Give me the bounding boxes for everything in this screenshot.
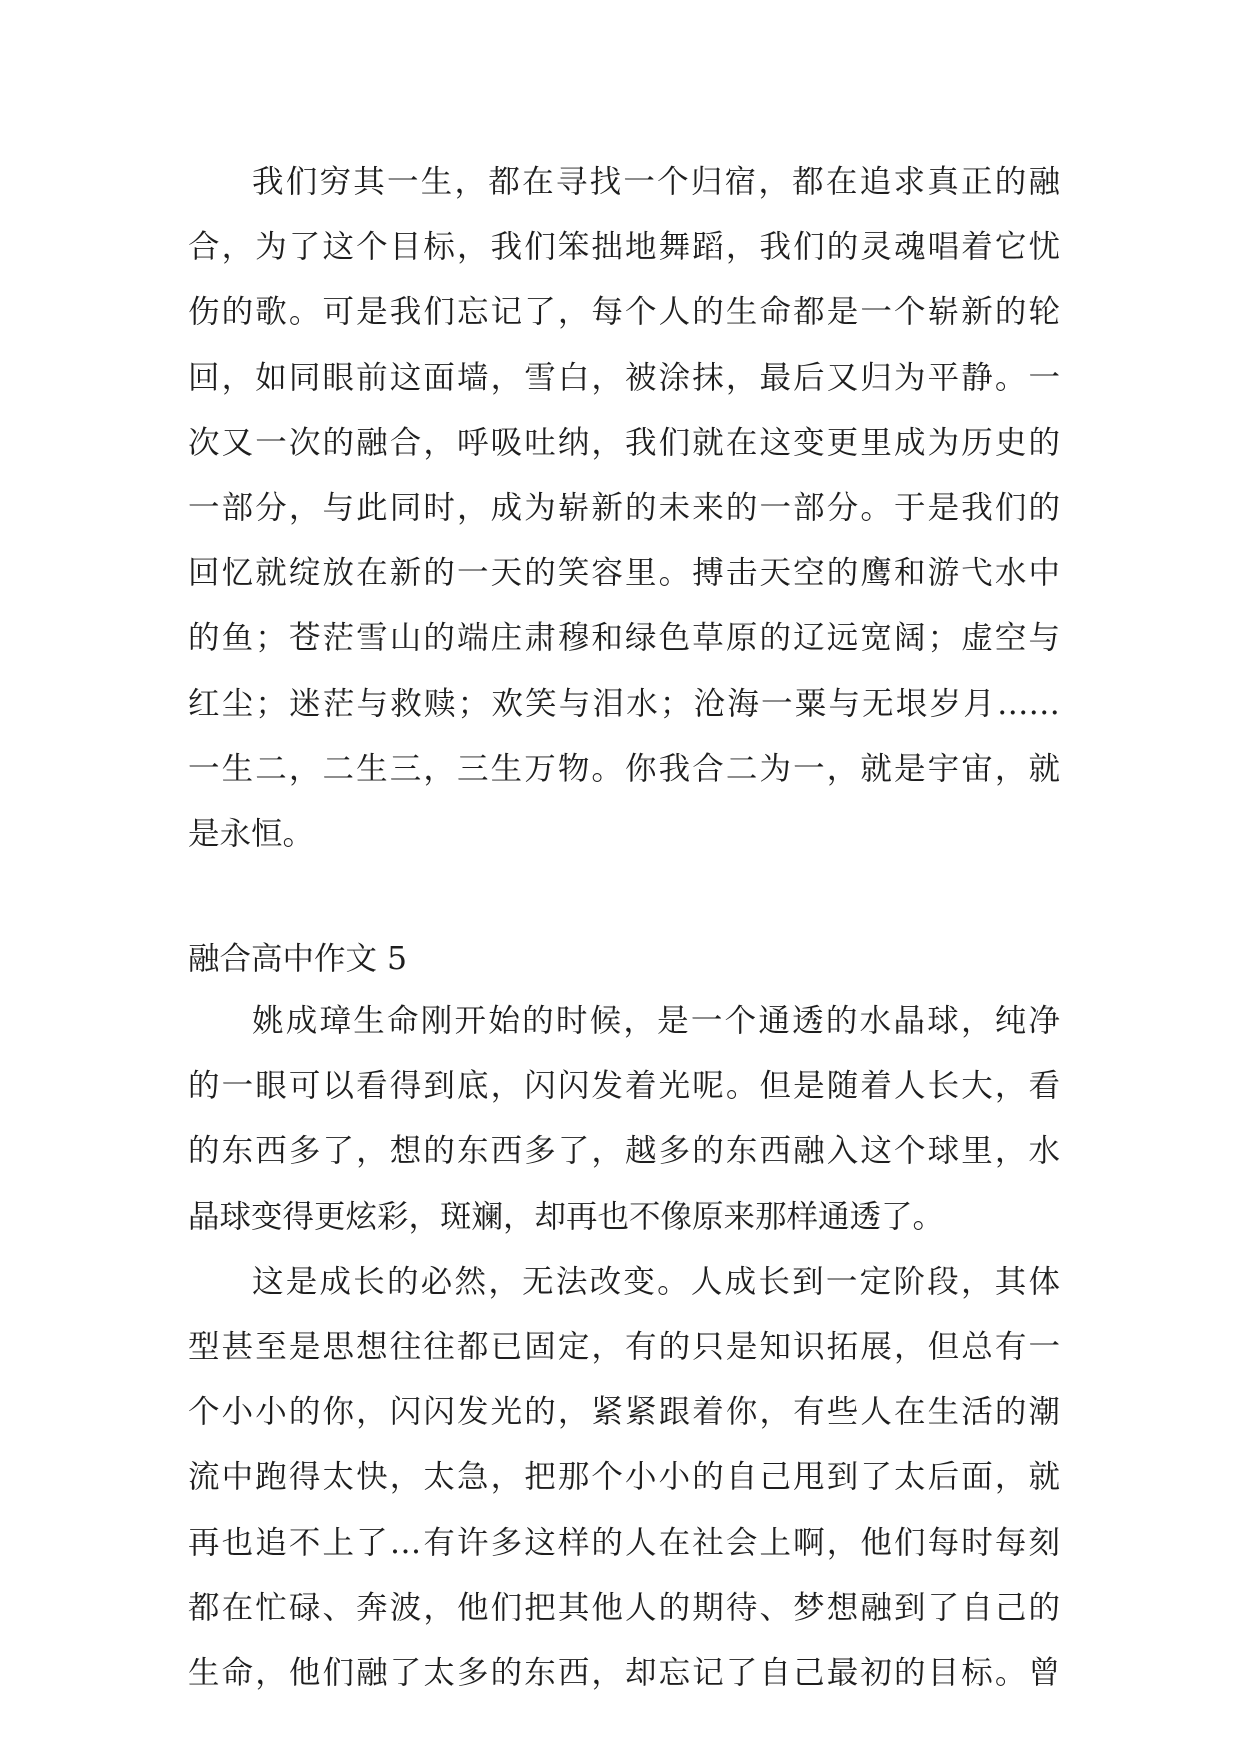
- text-line: 的一眼可以看得到底，闪闪发着光呢。但是随着人长大，看: [188, 1068, 1060, 1105]
- text-line: 合，为了这个目标，我们笨拙地舞蹈，我们的灵魂唱着它忧: [188, 229, 1060, 266]
- text-line: 回忆就绽放在新的一天的笑容里。搏击天空的鹰和游弋水中: [188, 555, 1060, 592]
- text-line: 的鱼；苍茫雪山的端庄肃穆和绿色草原的辽远宽阔；虚空与: [188, 620, 1060, 657]
- essay-heading: 融合高中作文 5: [188, 941, 408, 978]
- text-line: 晶球变得更炫彩，斑斓，却再也不像原来那样通透了。: [188, 1198, 945, 1235]
- spacer: [188, 867, 1060, 929]
- text-line: 伤的歌。可是我们忘记了，每个人的生命都是一个崭新的轮: [188, 294, 1060, 331]
- paragraph-2: [188, 989, 1060, 1250]
- paragraph-1: [188, 150, 1060, 867]
- text-line: 的东西多了，想的东西多了，越多的东西融入这个球里，水: [188, 1133, 1060, 1170]
- text-line: 再也追不上了…有许多这样的人在社会上啊，他们每时每刻: [188, 1524, 1060, 1561]
- paragraph-3: [188, 1250, 1060, 1706]
- text-line: 一生二，二生三，三生万物。你我合二为一，就是宇宙，就: [188, 750, 1060, 787]
- text-line: 姚成璋生命刚开始的时候，是一个通透的水晶球，纯净: [252, 1003, 1060, 1040]
- text-line: 回，如同眼前这面墙，雪白，被涂抹，最后又归为平静。一: [188, 359, 1060, 396]
- document-body: [188, 150, 1060, 1706]
- text-line: 生命，他们融了太多的东西，却忘记了自己最初的目标。曾: [188, 1654, 1060, 1691]
- text-line: 这是成长的必然，无法改变。人成长到一定阶段，其体: [252, 1263, 1060, 1300]
- text-line: 型甚至是思想往往都已固定，有的只是知识拓展，但总有一: [188, 1329, 1060, 1365]
- text-line: 我们穷其一生，都在寻找一个归宿，都在追求真正的融: [252, 164, 1060, 200]
- text-line: 是永恒。: [188, 815, 315, 852]
- text-line: 一部分，与此同时，成为崭新的未来的一部分。于是我们的: [188, 489, 1060, 526]
- text-line: 个小小的你，闪闪发光的，紧紧跟着你，有些人在生活的潮: [188, 1394, 1060, 1431]
- text-line: 都在忙碌、奔波，他们把其他人的期待、梦想融到了自己的: [188, 1589, 1060, 1626]
- text-line: 流中跑得太快，太急，把那个小小的自己甩到了太后面，就: [188, 1459, 1060, 1496]
- text-line: 红尘；迷茫与救赎；欢笑与泪水；沧海一粟与无垠岁月……: [188, 685, 1060, 722]
- text-line: 次又一次的融合，呼吸吐纳，我们就在这变更里成为历史的: [188, 424, 1060, 461]
